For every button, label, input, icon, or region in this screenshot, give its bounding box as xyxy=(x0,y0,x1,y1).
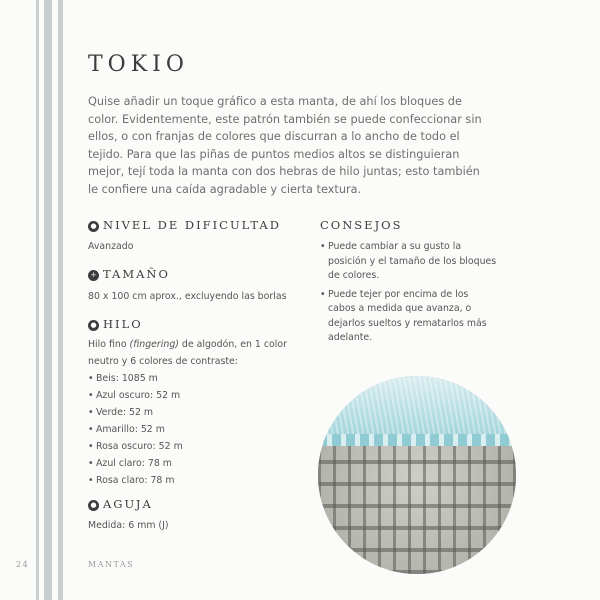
list-item: • Puede tejer por encima de los cabos a medida que avanza, o dejarlos sueltos y rematarlos más adelante. xyxy=(320,288,498,346)
size-icon: + xyxy=(88,270,99,281)
fringe-texture xyxy=(318,376,516,442)
crochet-texture xyxy=(318,440,516,574)
list-item: • Amarillo: 52 m xyxy=(88,421,183,438)
list-item: • Azul claro: 78 m xyxy=(88,455,183,472)
decorative-stripe xyxy=(36,0,39,600)
list-item: • Puede cambiar a su gusto la posición y el tamaño de los bloques de colores. xyxy=(320,240,498,284)
hook-value: Medida: 6 mm (J) xyxy=(88,520,169,531)
yarn-description: Hilo fino (fingering) de algodón, en 1 color neutro y 6 colores de contraste: xyxy=(88,339,287,367)
yarn-icon: ● xyxy=(88,320,99,331)
yarn-color-list xyxy=(88,370,183,489)
list-item: • Beis: 1085 m xyxy=(88,370,183,387)
hook-icon: ● xyxy=(88,500,99,511)
difficulty-icon: ● xyxy=(88,221,99,232)
hook-heading: ● AGUJA xyxy=(88,497,153,511)
list-item: • Rosa oscuro: 52 m xyxy=(88,438,183,455)
difficulty-heading: ● NIVEL DE DIFICULTAD xyxy=(88,218,281,232)
list-item: • Azul oscuro: 52 m xyxy=(88,387,183,404)
list-item: • Rosa claro: 78 m xyxy=(88,472,183,489)
decorative-stripe xyxy=(44,0,52,600)
page-title: TOKIO xyxy=(88,52,189,77)
decorative-stripe xyxy=(58,0,63,600)
tips-list xyxy=(320,240,498,350)
page-number: 24 xyxy=(16,560,30,569)
blanket-photo xyxy=(318,376,516,574)
difficulty-value: Avanzado xyxy=(88,241,134,252)
tips-heading: CONSEJOS xyxy=(320,218,403,232)
tassel-row xyxy=(318,434,516,446)
size-heading: + TAMAÑO xyxy=(88,267,170,281)
yarn-heading: ● HILO xyxy=(88,317,143,331)
section-name: MANTAS xyxy=(88,560,135,569)
size-value: 80 x 100 cm aprox., excluyendo las borlas xyxy=(88,291,287,302)
intro-paragraph: Quise añadir un toque gráfico a esta manta, de ahí los bloques de color. Evidentemente, este patrón también se puede confeccionar sin ellos, o con franjas de colores que discurran a lo ancho de todo el tejido. Para que las piñas de puntos medios altos se distinguieran mejor, tejí toda la manta con dos hebras de hilo juntas; esto también le confiere una caída agradable y cierta textura. xyxy=(88,95,482,196)
list-item: • Verde: 52 m xyxy=(88,404,183,421)
